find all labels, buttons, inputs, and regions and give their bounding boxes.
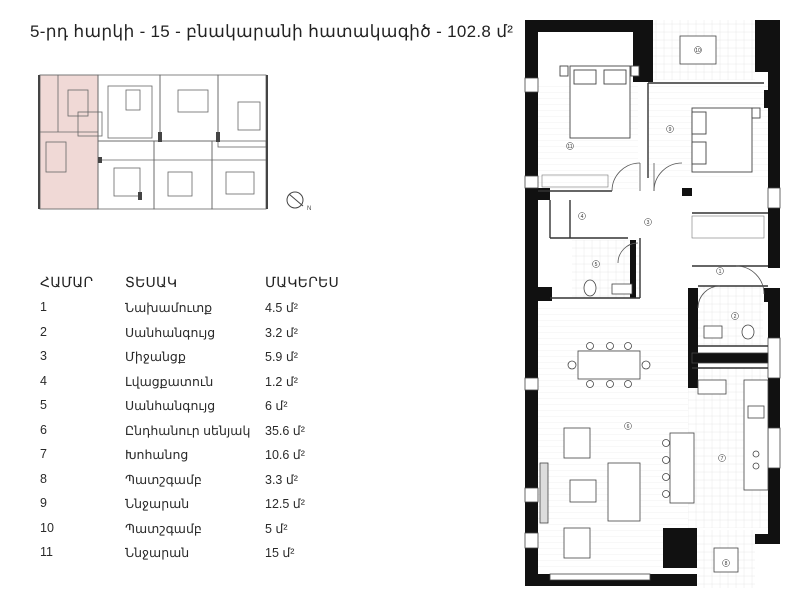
table-row xyxy=(40,443,340,468)
room-type: Խոհանոց xyxy=(125,448,189,462)
room-type: Լվացքատուն xyxy=(125,374,214,389)
room-schedule-table xyxy=(40,274,340,566)
room-type: Ննջարան xyxy=(125,497,190,511)
room-number: 9 xyxy=(40,496,47,510)
room-area: 35.6 մ² xyxy=(265,423,305,438)
table-header xyxy=(40,274,340,296)
room-area: 6 մ² xyxy=(265,399,288,413)
room-area: 1.2 մ² xyxy=(265,374,298,389)
table-row xyxy=(40,321,340,346)
north-label: N xyxy=(307,206,312,212)
room-type: Սանհանգույց xyxy=(125,399,216,413)
room-area: 15 մ² xyxy=(265,546,295,560)
room-number: 5 xyxy=(40,398,47,412)
column-header-number: ՀԱՄԱՐ xyxy=(40,274,94,290)
room-label-7: 7 xyxy=(720,456,724,462)
balcony-8-furniture xyxy=(714,548,738,572)
room-label-6: 6 xyxy=(626,424,630,430)
room-label-10: 10 xyxy=(695,48,701,54)
room-area: 3.2 մ² xyxy=(265,325,298,340)
table-row xyxy=(40,492,340,517)
room-type: Ննջարան xyxy=(125,546,190,560)
room-label-9: 9 xyxy=(668,127,672,133)
table-row xyxy=(40,468,340,493)
room-number: 4 xyxy=(40,373,47,388)
north-arrow xyxy=(283,188,315,212)
floor-key-plan xyxy=(38,72,270,212)
room-label-1: 1 xyxy=(718,269,722,275)
table-row xyxy=(40,541,340,566)
table-row xyxy=(40,517,340,542)
room-type: Պատշգամբ xyxy=(125,521,202,536)
room-number: 10 xyxy=(40,520,54,535)
room-number: 1 xyxy=(40,300,47,314)
room-label-5: 5 xyxy=(594,262,598,268)
room-number: 7 xyxy=(40,447,47,461)
room-label-2: 2 xyxy=(733,314,737,320)
room-number: 3 xyxy=(40,349,47,363)
room-number: 11 xyxy=(40,545,53,559)
room-type: Պատշգամբ xyxy=(125,472,202,487)
table-row xyxy=(40,296,340,321)
room-area: 5.9 մ² xyxy=(265,350,298,364)
room-type: Նախամուտք xyxy=(125,301,213,315)
room-type: Սանհանգույց xyxy=(125,325,216,340)
room-number: 2 xyxy=(40,324,47,339)
room-type: Միջանցք xyxy=(125,350,186,364)
apartment-floor-plan xyxy=(520,8,795,596)
room-label-8: 8 xyxy=(724,561,728,567)
column-header-type: ՏԵՍԱԿ xyxy=(125,274,178,290)
bed-11 xyxy=(560,66,639,138)
room-label-3: 3 xyxy=(646,220,650,226)
room-area: 5 մ² xyxy=(265,521,288,536)
room-area: 3.3 մ² xyxy=(265,472,298,487)
page-title: 5-րդ հարկի - 15 - բնակարանի հատակագիծ - 102.8 մ² xyxy=(30,22,514,41)
room-type: Ընդհանուր սենյակ xyxy=(125,423,251,438)
room-area: 4.5 մ² xyxy=(265,301,298,315)
room-number: 6 xyxy=(40,422,47,437)
room-number: 8 xyxy=(40,471,47,486)
table-row xyxy=(40,419,340,444)
room-area: 12.5 մ² xyxy=(265,497,305,511)
table-row xyxy=(40,370,340,395)
room-label-4: 4 xyxy=(580,214,584,220)
room-label-11: 11 xyxy=(567,144,573,150)
table-row xyxy=(40,394,340,419)
room-area: 10.6 մ² xyxy=(265,448,305,462)
column-header-area: ՄԱԿԵՐԵՍ xyxy=(265,274,339,290)
bed-9 xyxy=(692,108,760,172)
table-row xyxy=(40,345,340,370)
